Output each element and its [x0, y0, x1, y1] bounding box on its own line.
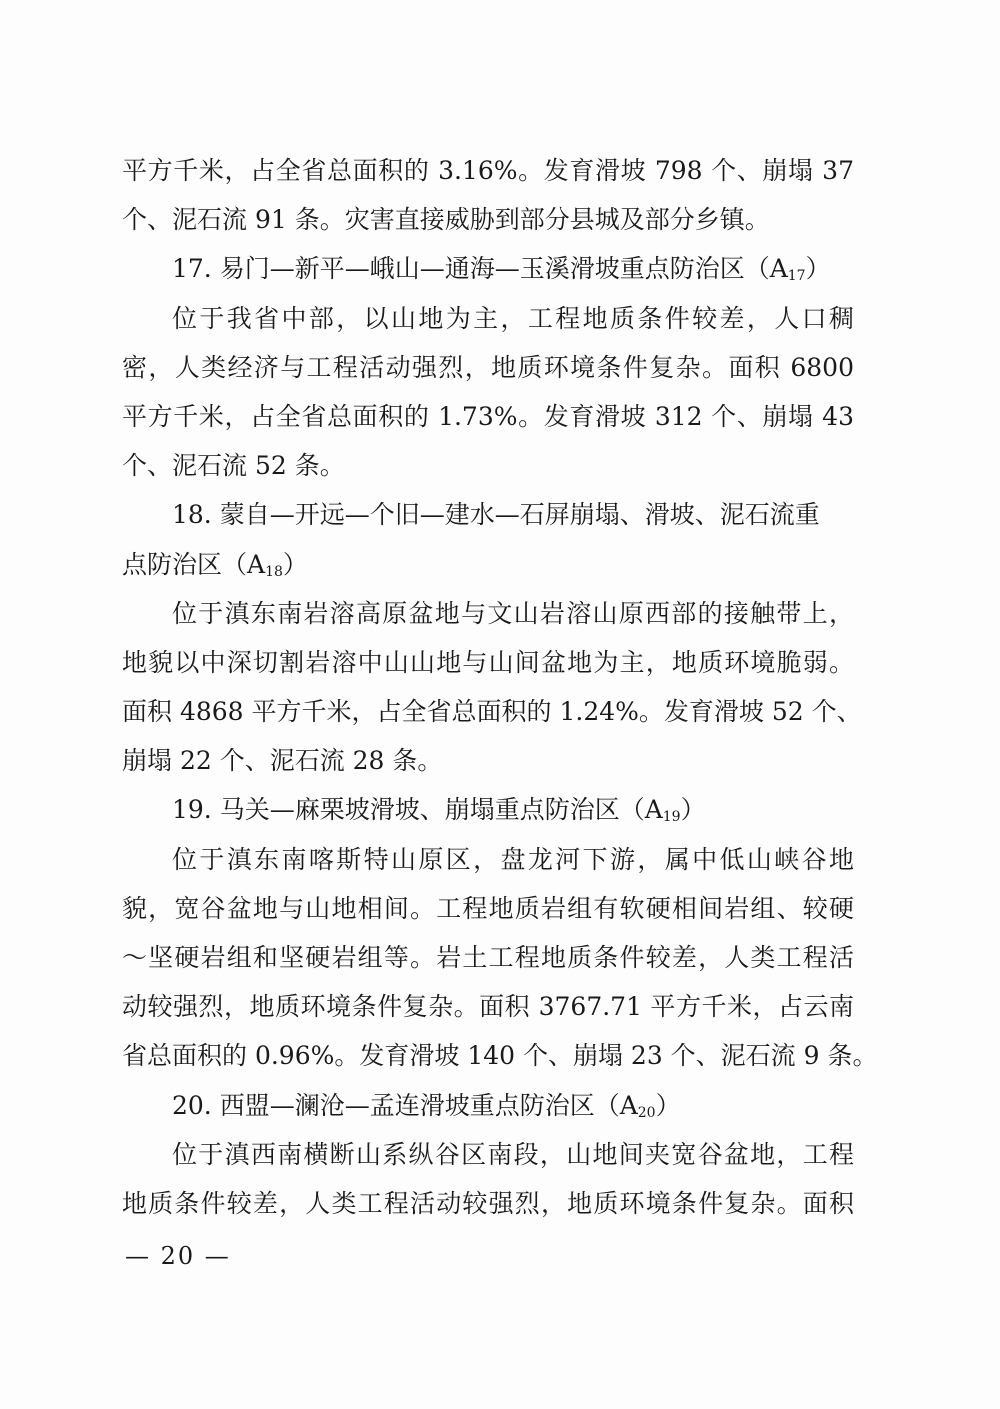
- text-line: [122, 296, 854, 345]
- line-text: 个、泥石流 52 条。: [122, 451, 345, 481]
- line-text: 动较强烈，地质环境条件复杂。面积 3767.71 平方千米，占云南: [122, 992, 854, 1022]
- section-heading-line: [122, 542, 854, 591]
- line-text: 位于我省中部，以山地为主，工程地质条件较差，人口稠: [172, 303, 854, 333]
- line-text: 17. 易门—新平—峨山—通海—玉溪滑坡重点防治区（A: [172, 254, 788, 284]
- line-text-suffix: ）: [805, 254, 831, 284]
- section-heading-line: [122, 1083, 854, 1132]
- section-heading-line: [122, 246, 854, 295]
- line-text: 崩塌 22 个、泥石流 28 条。: [122, 746, 443, 776]
- line-text: 平方千米，占全省总面积的 1.73%。发育滑坡 312 个、崩塌 43: [122, 401, 854, 431]
- document-body: [122, 148, 878, 1230]
- line-text-suffix: ）: [282, 549, 308, 579]
- text-line: [122, 591, 854, 640]
- subscript: 20: [637, 1104, 656, 1121]
- subscript: 18: [265, 563, 283, 580]
- text-line: [122, 443, 854, 492]
- line-text: 20. 西盟—澜沧—孟连滑坡重点防治区（A: [172, 1090, 638, 1120]
- text-line: [122, 689, 862, 738]
- text-line: [122, 640, 854, 689]
- text-line: [122, 984, 854, 1033]
- line-text: ～坚硬岩组和坚硬岩组等。岩土工程地质条件较差，人类工程活: [122, 943, 854, 972]
- line-text: 18. 蒙自—开远—个旧—建水—石屏崩塌、滑坡、泥石流重: [172, 500, 820, 530]
- line-text: 个、泥石流 91 条。灾害直接威胁到部分县城及部分乡镇。: [122, 205, 770, 235]
- line-text: 面积 4868 平方千米，占全省总面积的 1.24%。发育滑坡 52 个、: [122, 697, 862, 727]
- line-text: 位于滇东南喀斯特山原区，盘龙河下游，属中低山峡谷地: [172, 844, 854, 874]
- text-line: [122, 1181, 854, 1230]
- subscript: 19: [662, 809, 681, 826]
- line-text: 地质条件较差，人类工程活动较强烈，地质环境条件复杂。面积: [122, 1188, 854, 1218]
- line-text: 密，人类经济与工程活动强烈，地质环境条件复杂。面积 6800: [122, 352, 854, 382]
- line-text: 省总面积的 0.96%。发育滑坡 140 个、崩塌 23 个、泥石流 9 条。: [122, 1041, 878, 1071]
- line-text: 19. 马关—麻栗坡滑坡、崩塌重点防治区（A: [172, 795, 663, 825]
- line-text: 位于滇西南横断山系纵谷区南段，山地间夹宽谷盆地，工程: [172, 1139, 854, 1169]
- text-line: [122, 197, 854, 246]
- line-text: 位于滇东南岩溶高原盆地与文山岩溶山原西部的接触带上，: [172, 598, 854, 628]
- text-line: [122, 886, 854, 935]
- line-text-suffix: ）: [680, 795, 706, 825]
- page-number: — 20 —: [125, 1242, 231, 1270]
- text-line: [122, 837, 854, 886]
- text-line: [122, 935, 854, 984]
- line-text: 貌，宽谷盆地与山地相间。工程地质岩组有软硬相间岩组、较硬: [122, 893, 854, 923]
- line-text: 地貌以中深切割岩溶中山山地与山间盆地为主，地质环境脆弱。: [122, 647, 854, 677]
- text-line: [122, 1132, 854, 1181]
- text-line: [122, 345, 854, 394]
- line-text-suffix: ）: [655, 1090, 681, 1120]
- section-heading-line: [122, 787, 854, 836]
- section-heading-line: [122, 492, 854, 541]
- line-text: 平方千米，占全省总面积的 3.16%。发育滑坡 798 个、崩塌 37: [122, 156, 854, 185]
- text-line: [122, 148, 854, 197]
- text-line: [122, 1033, 878, 1082]
- line-text: 点防治区（A: [122, 549, 266, 579]
- text-line: [122, 738, 854, 787]
- text-line: [122, 394, 854, 443]
- subscript: 17: [787, 268, 806, 285]
